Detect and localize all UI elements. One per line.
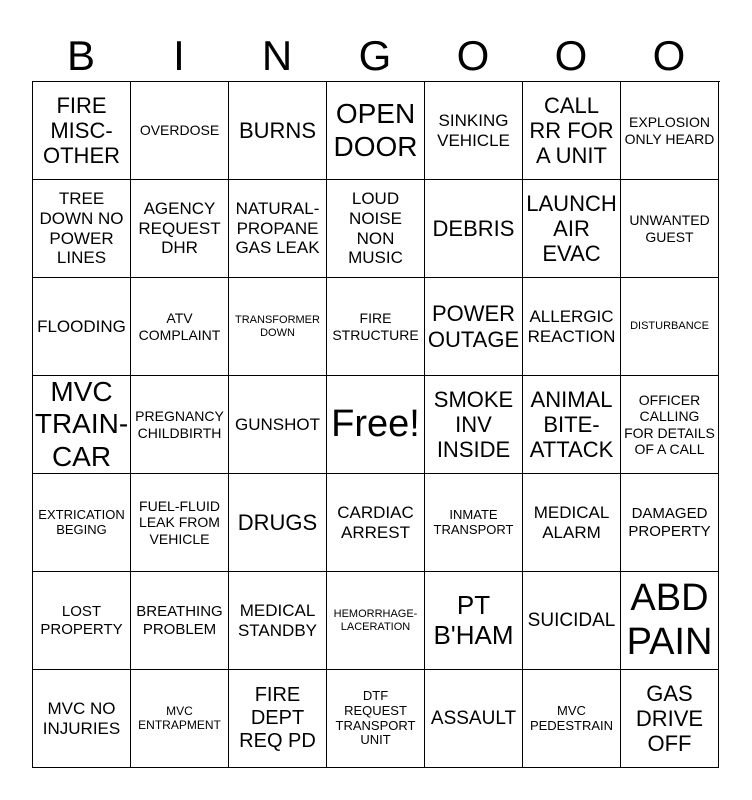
bingo-cell: OPEN DOOR (327, 82, 425, 180)
bingo-cell: ALLERGIC REACTION (523, 278, 621, 376)
bingo-cell: OVERDOSE (131, 82, 229, 180)
header-letter-o-2: O (554, 32, 588, 79)
bingo-cell: DISTURBANCE (621, 278, 719, 376)
bingo-cell: TRANSFORMER DOWN (229, 278, 327, 376)
bingo-cell: EXTRICATION BEGING (33, 474, 131, 572)
bingo-grid (32, 81, 720, 768)
bingo-cell: PT B'HAM (425, 572, 523, 670)
header-letter-n: N (261, 32, 293, 79)
bingo-cell: DEBRIS (425, 180, 523, 278)
bingo-cell: DTF REQUEST TRANSPORT UNIT (327, 670, 425, 768)
bingo-cell: POWER OUTAGE (425, 278, 523, 376)
bingo-cell: TREE DOWN NO POWER LINES (33, 180, 131, 278)
bingo-cell: DAMAGED PROPERTY (621, 474, 719, 572)
bingo-cell: UNWANTED GUEST (621, 180, 719, 278)
bingo-cell: ATV COMPLAINT (131, 278, 229, 376)
bingo-cell: MEDICAL ALARM (523, 474, 621, 572)
bingo-cell: HEMORRHAGE-LACERATION (327, 572, 425, 670)
bingo-cell: SUICIDAL (523, 572, 621, 670)
bingo-cell: SINKING VEHICLE (425, 82, 523, 180)
header-letter-g: G (358, 32, 392, 79)
header-letter-o-3: O (652, 32, 686, 79)
bingo-header (32, 30, 720, 82)
bingo-cell: MVC NO INJURIES (33, 670, 131, 768)
bingo-cell: EXPLOSION ONLY HEARD (621, 82, 719, 180)
bingo-cell: MEDICAL STANDBY (229, 572, 327, 670)
bingo-cell: CALL RR FOR A UNIT (523, 82, 621, 180)
bingo-cell: FIRE MISC-OTHER (33, 82, 131, 180)
header-letter-i: I (173, 32, 185, 79)
bingo-cell: MVC TRAIN-CAR (33, 376, 131, 474)
bingo-cell: GAS DRIVE OFF (621, 670, 719, 768)
bingo-cell: CARDIAC ARREST (327, 474, 425, 572)
bingo-cell: BREATHING PROBLEM (131, 572, 229, 670)
bingo-cell: LAUNCH AIR EVAC (523, 180, 621, 278)
bingo-cell: FIRE DEPT REQ PD (229, 670, 327, 768)
bingo-cell: GUNSHOT (229, 376, 327, 474)
bingo-cell: LOUD NOISE NON MUSIC (327, 180, 425, 278)
bingo-cell: ABD PAIN (621, 572, 719, 670)
bingo-cell: FUEL-FLUID LEAK FROM VEHICLE (131, 474, 229, 572)
bingo-cell: SMOKE INV INSIDE (425, 376, 523, 474)
bingo-cell: AGENCY REQUEST DHR (131, 180, 229, 278)
bingo-cell: FLOODING (33, 278, 131, 376)
free-space: Free! (327, 376, 425, 474)
bingo-cell: MVC PEDESTRAIN (523, 670, 621, 768)
bingo-cell: LOST PROPERTY (33, 572, 131, 670)
bingo-cell: MVC ENTRAPMENT (131, 670, 229, 768)
header-letter-o-1: O (456, 32, 490, 79)
bingo-cell: OFFICER CALLING FOR DETAILS OF A CALL (621, 376, 719, 474)
bingo-cell: DRUGS (229, 474, 327, 572)
bingo-cell: FIRE STRUCTURE (327, 278, 425, 376)
bingo-cell: BURNS (229, 82, 327, 180)
bingo-cell: PREGNANCY CHILDBIRTH (131, 376, 229, 474)
bingo-cell: ASSAULT (425, 670, 523, 768)
bingo-cell: ANIMAL BITE-ATTACK (523, 376, 621, 474)
header-letter-b: B (66, 32, 95, 79)
bingo-cell: NATURAL-PROPANE GAS LEAK (229, 180, 327, 278)
bingo-cell: INMATE TRANSPORT (425, 474, 523, 572)
